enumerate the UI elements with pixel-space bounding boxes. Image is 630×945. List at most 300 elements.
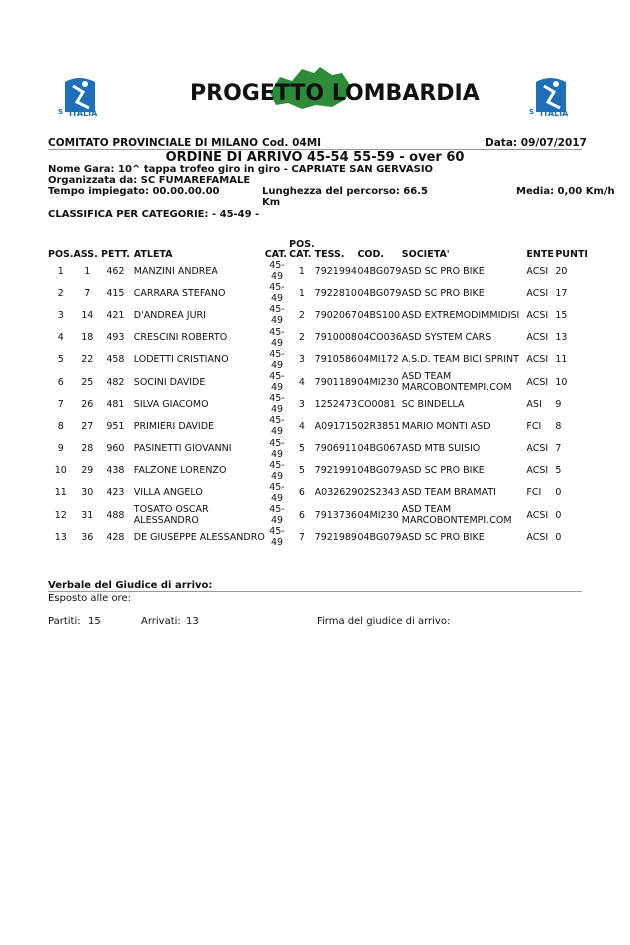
col-poscat-header-line1: POS. bbox=[289, 239, 315, 250]
cell-ente bbox=[526, 393, 555, 415]
pos-value: 10 bbox=[54, 465, 67, 477]
cell-pos bbox=[48, 482, 74, 504]
footer-rule bbox=[48, 591, 582, 592]
cell-ass bbox=[74, 349, 102, 371]
col-ass-header: ASS. bbox=[73, 249, 98, 260]
cat-line2: 49 bbox=[270, 404, 284, 416]
cell-punti bbox=[555, 327, 588, 349]
cat-line1: 45- bbox=[269, 437, 285, 449]
societa-name: ASD MTB SUISIO bbox=[401, 443, 481, 455]
table-header-row bbox=[48, 234, 588, 260]
table-row bbox=[48, 526, 588, 548]
poscat-value: 4 bbox=[298, 420, 305, 432]
report-date: Data: 09/07/2017 bbox=[485, 137, 587, 149]
pos-value: 8 bbox=[57, 420, 64, 432]
cell-poscat bbox=[289, 349, 315, 371]
time-taken: Tempo impiegato: 00.00.00.00 bbox=[48, 186, 220, 197]
firma-label: Firma del giudice di arrivo: bbox=[317, 616, 451, 627]
ente-value: FCI bbox=[526, 487, 542, 499]
col-tess-header: TESS. bbox=[314, 249, 345, 260]
punti-value: 17 bbox=[555, 287, 568, 299]
atleta-name: PRIMIERI DAVIDE bbox=[133, 420, 215, 432]
cell-cat bbox=[265, 526, 289, 548]
cell-punti bbox=[555, 260, 588, 282]
cell-pos bbox=[48, 393, 74, 415]
cell-ente bbox=[526, 504, 555, 526]
cell-pett bbox=[101, 460, 130, 482]
cell-societa bbox=[402, 260, 527, 282]
cell-pett bbox=[101, 438, 130, 460]
punti-value: 10 bbox=[555, 376, 568, 388]
pett-value: 951 bbox=[106, 420, 125, 432]
tess-value: 7922810 bbox=[314, 287, 357, 299]
ente-value: ACSI bbox=[526, 287, 549, 299]
ass-value: 31 bbox=[81, 509, 94, 521]
arrivati-label: Arrivati: bbox=[141, 616, 181, 627]
cod-value: 04BG079 bbox=[357, 465, 402, 477]
pett-value: 458 bbox=[106, 354, 125, 366]
ente-value: ACSI bbox=[526, 265, 549, 277]
cell-societa bbox=[402, 393, 527, 415]
organizer: Organizzata da: SC FUMAREFAMALE bbox=[48, 175, 251, 186]
cell-tess bbox=[315, 304, 358, 326]
atleta-name: PASINETTI GIOVANNI bbox=[133, 443, 232, 455]
atleta-name: DE GIUSEPPE ALESSANDRO bbox=[133, 531, 265, 543]
cat-line2: 49 bbox=[270, 359, 284, 371]
table-row bbox=[48, 415, 588, 437]
cell-pos bbox=[48, 415, 74, 437]
pett-value: 960 bbox=[106, 443, 125, 455]
atleta-name-line2: ALESSANDRO bbox=[133, 515, 199, 527]
cell-cod bbox=[357, 504, 401, 526]
cell-cat bbox=[265, 482, 289, 504]
ass-value: 7 bbox=[84, 287, 91, 299]
cat-line2: 49 bbox=[270, 448, 284, 460]
pett-value: 421 bbox=[106, 309, 125, 321]
cell-pett bbox=[101, 526, 130, 548]
tess-value: 7921994 bbox=[314, 265, 357, 277]
tess-value: 7906911 bbox=[314, 443, 357, 455]
ass-value: 18 bbox=[81, 332, 94, 344]
punti-value: 15 bbox=[555, 309, 568, 321]
cell-societa bbox=[402, 415, 527, 437]
societa-name: ASD SC PRO BIKE bbox=[401, 265, 485, 277]
pett-value: 481 bbox=[106, 398, 125, 410]
cell-ass bbox=[74, 327, 102, 349]
col-poscat-header-line2: CAT. bbox=[289, 249, 312, 260]
pos-value: 4 bbox=[57, 332, 64, 344]
cat-line2: 49 bbox=[270, 271, 284, 283]
cell-poscat bbox=[289, 438, 315, 460]
page-title: ORDINE DI ARRIVO 45-54 55-59 - over 60 bbox=[165, 150, 465, 165]
cat-line2: 49 bbox=[270, 337, 284, 349]
table-row bbox=[48, 260, 588, 282]
cell-societa bbox=[402, 460, 527, 482]
pett-value: 415 bbox=[106, 287, 125, 299]
cell-pett bbox=[101, 415, 130, 437]
ente-value: ACSI bbox=[526, 443, 549, 455]
cell-pos bbox=[48, 349, 74, 371]
category-heading: CLASSIFICA PER CATEGORIE: - 45-49 - bbox=[48, 209, 260, 220]
pett-value: 462 bbox=[106, 265, 125, 277]
cod-value: 04BS100 bbox=[357, 309, 401, 321]
pos-value: 6 bbox=[57, 376, 64, 388]
tess-value: 1252473 bbox=[314, 398, 357, 410]
partiti-value: 15 bbox=[88, 616, 101, 627]
ass-value: 1 bbox=[84, 265, 91, 277]
cell-ente bbox=[526, 349, 555, 371]
cell-pos bbox=[48, 460, 74, 482]
committee-name: COMITATO PROVINCIALE DI MILANO bbox=[48, 137, 259, 149]
societa-name: ASD TEAM bbox=[401, 504, 452, 516]
cell-cod bbox=[357, 526, 401, 548]
tess-value: A091715 bbox=[314, 420, 358, 432]
cat-line1: 45- bbox=[269, 415, 285, 427]
results-table bbox=[48, 234, 588, 548]
punti-value: 0 bbox=[555, 509, 562, 521]
ass-value: 36 bbox=[81, 531, 94, 543]
cell-pett bbox=[101, 327, 130, 349]
cell-tess bbox=[315, 460, 358, 482]
societa-name-line2: MARCOBONTEMPI.COM bbox=[401, 382, 512, 394]
cell-pos bbox=[48, 304, 74, 326]
ente-value: ASI bbox=[526, 398, 542, 410]
cell-pos bbox=[48, 526, 74, 548]
cell-cat bbox=[265, 327, 289, 349]
ass-value: 27 bbox=[81, 420, 94, 432]
societa-name: MARIO MONTI ASD bbox=[401, 420, 491, 432]
cell-cat bbox=[265, 415, 289, 437]
cell-tess bbox=[315, 526, 358, 548]
ente-value: FCI bbox=[526, 420, 542, 432]
average-speed: Media: 0,00 Km/h bbox=[516, 186, 615, 197]
col-punti-header: PUNTI bbox=[555, 249, 588, 260]
cell-punti bbox=[555, 349, 588, 371]
cell-pos bbox=[48, 282, 74, 304]
societa-name: ASD TEAM bbox=[401, 371, 452, 383]
table-row bbox=[48, 438, 588, 460]
pos-value: 11 bbox=[54, 487, 67, 499]
table-row bbox=[48, 349, 588, 371]
cell-atleta bbox=[130, 460, 265, 482]
ente-value: ACSI bbox=[526, 309, 549, 321]
cell-tess bbox=[315, 504, 358, 526]
cell-cat bbox=[265, 438, 289, 460]
cell-pett bbox=[101, 393, 130, 415]
cat-line1: 45- bbox=[269, 481, 285, 493]
cell-pett bbox=[101, 504, 130, 526]
pett-value: 493 bbox=[106, 332, 125, 344]
col-societa-header: SOCIETA' bbox=[401, 249, 450, 260]
col-cat-header: CAT. bbox=[264, 249, 288, 260]
cell-punti bbox=[555, 482, 588, 504]
cod-value: 04BG079 bbox=[357, 531, 402, 543]
ente-value: ACSI bbox=[526, 332, 549, 344]
societa-name: ASD SYSTEM CARS bbox=[401, 332, 492, 344]
ass-value: 30 bbox=[81, 487, 94, 499]
svg-text:ITALIA: ITALIA bbox=[540, 109, 569, 118]
cell-tess bbox=[315, 482, 358, 504]
ass-value: 22 bbox=[81, 354, 94, 366]
opes-italia-logo-right bbox=[526, 72, 574, 120]
cell-atleta bbox=[130, 304, 265, 326]
cell-poscat bbox=[289, 460, 315, 482]
cell-poscat bbox=[289, 327, 315, 349]
cell-pett bbox=[101, 482, 130, 504]
cell-societa bbox=[402, 526, 527, 548]
col-cod-header: COD. bbox=[357, 249, 384, 260]
cell-ass bbox=[74, 504, 102, 526]
cell-pett bbox=[101, 260, 130, 282]
cell-cat bbox=[265, 393, 289, 415]
cell-cod bbox=[357, 327, 401, 349]
cell-cat bbox=[265, 504, 289, 526]
cell-pett bbox=[101, 349, 130, 371]
cell-punti bbox=[555, 304, 588, 326]
cell-poscat bbox=[289, 526, 315, 548]
cell-poscat bbox=[289, 504, 315, 526]
pett-value: 428 bbox=[106, 531, 125, 543]
cod-value: 04MI172 bbox=[357, 354, 399, 366]
cell-ente bbox=[526, 438, 555, 460]
cell-cod bbox=[357, 393, 401, 415]
societa-name: ASD SC PRO BIKE bbox=[401, 465, 485, 477]
cell-punti bbox=[555, 504, 588, 526]
societa-name: ASD EXTREMODIMMIDISI bbox=[401, 309, 520, 321]
tess-value: 7921989 bbox=[314, 531, 357, 543]
ass-value: 28 bbox=[81, 443, 94, 455]
cat-line1: 45- bbox=[269, 393, 285, 405]
cell-cod bbox=[357, 482, 401, 504]
cell-cod bbox=[357, 438, 401, 460]
cell-tess bbox=[315, 393, 358, 415]
punti-value: 8 bbox=[555, 420, 562, 432]
committee-code: Cod. 04MI bbox=[262, 137, 322, 149]
col-pett-header: PETT. bbox=[101, 249, 130, 260]
cell-tess bbox=[315, 349, 358, 371]
ente-value: ACSI bbox=[526, 376, 549, 388]
punti-value: 9 bbox=[555, 398, 562, 410]
cell-atleta bbox=[130, 349, 265, 371]
cell-societa bbox=[402, 349, 527, 371]
cell-punti bbox=[555, 393, 588, 415]
cat-line2: 49 bbox=[270, 492, 284, 504]
cell-pett bbox=[101, 304, 130, 326]
tess-value: 7910008 bbox=[314, 332, 357, 344]
cell-cod bbox=[357, 460, 401, 482]
ente-value: ACSI bbox=[526, 465, 549, 477]
pett-value: 438 bbox=[106, 465, 125, 477]
cat-line1: 45- bbox=[269, 371, 285, 383]
societa-name: ASD SC PRO BIKE bbox=[401, 287, 485, 299]
pett-value: 482 bbox=[106, 376, 125, 388]
poscat-value: 3 bbox=[298, 398, 305, 410]
cell-cat bbox=[265, 349, 289, 371]
cell-punti bbox=[555, 371, 588, 393]
cell-societa bbox=[402, 482, 527, 504]
banner-title: PROGETTO LOMBARDIA bbox=[190, 81, 480, 106]
poscat-value: 1 bbox=[298, 287, 305, 299]
cell-ass bbox=[74, 438, 102, 460]
atleta-name: VILLA ANGELO bbox=[133, 487, 203, 499]
col-atleta-header: ATLETA bbox=[133, 249, 173, 260]
cod-value: 04CO036 bbox=[357, 332, 402, 344]
poscat-value: 2 bbox=[298, 332, 305, 344]
cell-punti bbox=[555, 415, 588, 437]
cell-pett bbox=[101, 282, 130, 304]
tess-value: 7902067 bbox=[314, 309, 357, 321]
cat-line2: 49 bbox=[270, 426, 284, 438]
cell-ente bbox=[526, 482, 555, 504]
cell-ente bbox=[526, 526, 555, 548]
col-pos-header: POS. bbox=[48, 249, 74, 260]
punti-value: 11 bbox=[555, 354, 568, 366]
cell-societa bbox=[402, 504, 527, 526]
cat-line1: 45- bbox=[269, 304, 285, 316]
cell-cat bbox=[265, 304, 289, 326]
cell-atleta bbox=[130, 438, 265, 460]
cat-line1: 45- bbox=[269, 282, 285, 294]
cell-ente bbox=[526, 282, 555, 304]
cell-ente bbox=[526, 260, 555, 282]
cell-poscat bbox=[289, 282, 315, 304]
partiti-label: Partiti: bbox=[48, 616, 81, 627]
table-row bbox=[48, 482, 588, 504]
societa-name-line2: MARCOBONTEMPI.COM bbox=[401, 515, 512, 527]
punti-value: 7 bbox=[555, 443, 562, 455]
pett-value: 423 bbox=[106, 487, 125, 499]
cell-societa bbox=[402, 327, 527, 349]
atleta-name: LODETTI CRISTIANO bbox=[133, 354, 229, 366]
cell-cod bbox=[357, 304, 401, 326]
cell-punti bbox=[555, 460, 588, 482]
societa-name: ASD SC PRO BIKE bbox=[401, 531, 485, 543]
poscat-value: 2 bbox=[298, 309, 305, 321]
esposto-label: Esposto alle ore: bbox=[48, 593, 131, 604]
atleta-name: D'ANDREA JURI bbox=[133, 309, 206, 321]
cell-poscat bbox=[289, 260, 315, 282]
table-row bbox=[48, 304, 588, 326]
poscat-value: 5 bbox=[298, 465, 305, 477]
societa-name: A.S.D. TEAM BICI SPRINT bbox=[401, 354, 519, 366]
cat-line1: 45- bbox=[269, 459, 285, 471]
cell-poscat bbox=[289, 482, 315, 504]
tess-value: 7921991 bbox=[314, 465, 357, 477]
cell-tess bbox=[315, 415, 358, 437]
cell-cat bbox=[265, 460, 289, 482]
cell-pett bbox=[101, 371, 130, 393]
table-row bbox=[48, 327, 588, 349]
ente-value: ACSI bbox=[526, 354, 549, 366]
ente-value: ACSI bbox=[526, 531, 549, 543]
atleta-name: SOCINI DAVIDE bbox=[133, 376, 206, 388]
cat-line2: 49 bbox=[270, 537, 284, 549]
cell-societa bbox=[402, 371, 527, 393]
cod-value: 04BG079 bbox=[357, 287, 402, 299]
cell-cod bbox=[357, 260, 401, 282]
cod-value: 04BG079 bbox=[357, 265, 402, 277]
cell-pos bbox=[48, 371, 74, 393]
pos-value: 1 bbox=[57, 265, 64, 277]
cell-poscat bbox=[289, 304, 315, 326]
poscat-value: 5 bbox=[298, 443, 305, 455]
cell-atleta bbox=[130, 482, 265, 504]
cell-cod bbox=[357, 349, 401, 371]
cell-ass bbox=[74, 393, 102, 415]
pos-value: 2 bbox=[57, 287, 64, 299]
tess-value: 7913736 bbox=[314, 509, 357, 521]
tess-value: 7910586 bbox=[314, 354, 357, 366]
cat-line2: 49 bbox=[270, 382, 284, 394]
atleta-name: SILVA GIACOMO bbox=[133, 398, 209, 410]
poscat-value: 6 bbox=[298, 509, 305, 521]
cod-value: 04MI230 bbox=[357, 376, 399, 388]
cod-value: 04MI230 bbox=[357, 509, 399, 521]
poscat-value: 3 bbox=[298, 354, 305, 366]
cell-punti bbox=[555, 438, 588, 460]
cell-cat bbox=[265, 260, 289, 282]
punti-value: 5 bbox=[555, 465, 562, 477]
cell-cat bbox=[265, 371, 289, 393]
cell-societa bbox=[402, 438, 527, 460]
cat-line1: 45- bbox=[269, 526, 285, 538]
societa-name: ASD TEAM BRAMATI bbox=[401, 487, 496, 499]
ass-value: 29 bbox=[81, 465, 94, 477]
cell-ente bbox=[526, 415, 555, 437]
cat-line1: 45- bbox=[269, 504, 285, 516]
table-row bbox=[48, 460, 588, 482]
cell-atleta bbox=[130, 282, 265, 304]
cell-atleta bbox=[130, 260, 265, 282]
cell-poscat bbox=[289, 415, 315, 437]
cell-tess bbox=[315, 371, 358, 393]
atleta-name: CARRARA STEFANO bbox=[133, 287, 226, 299]
punti-value: 0 bbox=[555, 487, 562, 499]
table-row bbox=[48, 371, 588, 393]
cell-cat bbox=[265, 282, 289, 304]
ass-value: 25 bbox=[81, 376, 94, 388]
cell-ass bbox=[74, 526, 102, 548]
punti-value: 13 bbox=[555, 332, 568, 344]
cat-line1: 45- bbox=[269, 326, 285, 338]
pos-value: 12 bbox=[54, 509, 67, 521]
cell-ente bbox=[526, 371, 555, 393]
cell-atleta bbox=[130, 526, 265, 548]
cell-punti bbox=[555, 526, 588, 548]
cod-value: CO0081 bbox=[357, 398, 396, 410]
pett-value: 488 bbox=[106, 509, 125, 521]
ass-value: 14 bbox=[81, 309, 94, 321]
cell-ass bbox=[74, 371, 102, 393]
punti-value: 20 bbox=[555, 265, 568, 277]
atleta-name: FALZONE LORENZO bbox=[133, 465, 227, 477]
cat-line2: 49 bbox=[270, 315, 284, 327]
cell-ente bbox=[526, 304, 555, 326]
pos-value: 9 bbox=[57, 443, 64, 455]
tess-value: A032629 bbox=[314, 487, 358, 499]
cell-societa bbox=[402, 304, 527, 326]
ente-value: ACSI bbox=[526, 509, 549, 521]
punti-value: 0 bbox=[555, 531, 562, 543]
cat-line2: 49 bbox=[270, 293, 284, 305]
route-length-unit: Km bbox=[262, 197, 281, 208]
cat-line1: 45- bbox=[269, 260, 285, 272]
opes-italia-logo-left bbox=[55, 72, 103, 120]
societa-name: SC BINDELLA bbox=[401, 398, 465, 410]
cell-tess bbox=[315, 327, 358, 349]
table-row bbox=[48, 504, 588, 526]
poscat-value: 7 bbox=[298, 531, 305, 543]
